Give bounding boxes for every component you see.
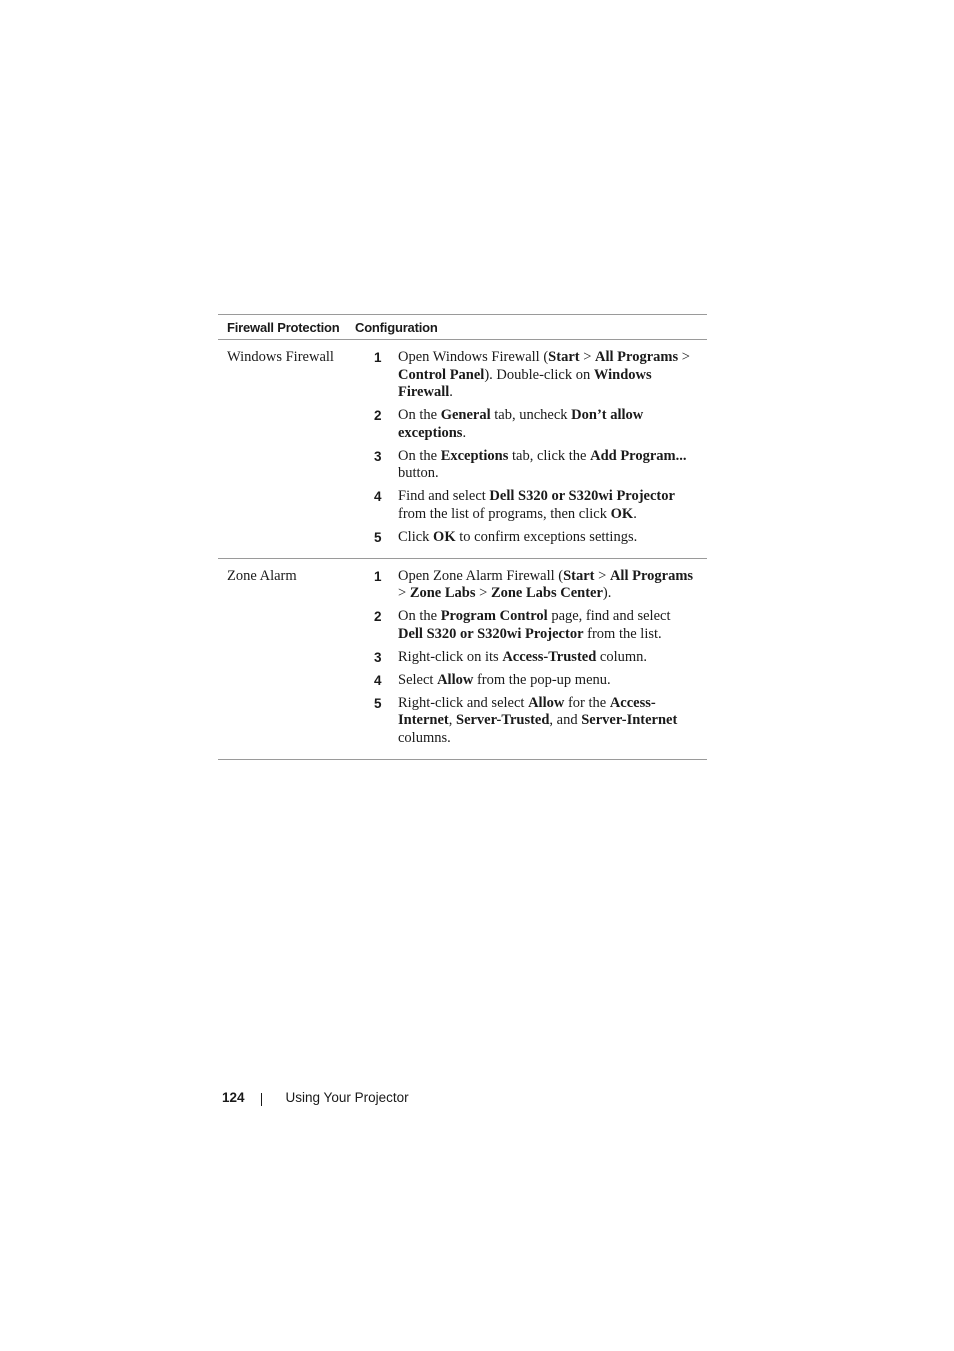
list-item [364,608,707,643]
step-ui-term: Control Panel [398,366,485,383]
step-ui-term: Don’t allow exceptions [398,407,644,441]
table-body [218,340,707,760]
table-row [218,340,707,559]
step-text-run: On the [398,407,441,423]
step-ui-term: Server-Trusted [456,712,550,728]
step-text-run: Right-click on its [398,648,503,665]
header-configuration: Configuration [355,319,438,335]
list-item [364,672,707,690]
step-text [398,568,698,603]
step-number: 4 [374,672,382,688]
step-ui-term: Add Program... [590,447,687,464]
list-item [364,649,707,667]
step-text-run: , and [549,712,582,728]
step-ui-term: Dell S320 or S320wi Projector [489,488,675,504]
step-text-run: > [475,585,491,601]
step-number: 3 [374,448,382,464]
step-ui-term: Start [563,567,595,584]
step-text-run: to confirm exceptions settings. [455,528,638,545]
step-ui-term: Allow [528,694,565,711]
step-text [398,407,698,442]
step-text-run: Select [398,671,438,688]
step-number: 2 [374,408,382,423]
step-text [398,695,698,748]
page-footer [222,1089,409,1106]
step-text-run: columns. [398,729,451,746]
list-item [364,349,707,402]
step-text-run: , [448,712,456,728]
step-text-run: ). Double-click on [484,366,594,383]
step-ui-term: General [440,407,491,423]
list-item [364,407,707,442]
step-text-run: from the list. [583,625,662,642]
step-text-run: > [594,567,610,584]
step-text-run: > [678,349,690,365]
step-text [398,649,698,667]
firewall-name: Windows Firewall [227,349,334,365]
step-text-run: Open Windows Firewall ( [398,349,549,365]
footer-separator [261,1093,262,1106]
firewall-configuration-table [218,314,707,760]
step-ui-term: Server-Internet [581,712,678,728]
step-text-run: Right-click and select [398,694,529,711]
step-ui-term: Start [548,349,580,365]
step-ui-term: Dell S320 or S320wi Projector [398,625,584,642]
step-ui-term: Exceptions [440,447,509,464]
step-ui-term: Zone Labs Center [490,585,603,601]
step-ui-term: OK [610,505,634,522]
step-ui-term: All Programs [609,567,694,584]
step-number: 3 [374,649,382,665]
step-ui-term: Zone Labs [409,585,476,601]
step-text-run: Click [398,528,434,545]
step-ui-term: Windows Firewall [398,366,652,400]
page-number: 124 [222,1090,245,1105]
table-row [218,559,707,760]
header-firewall-protection: Firewall Protection [227,319,340,335]
step-text-run: On the [398,608,441,624]
list-item [364,448,707,483]
step-text-run: > [579,349,596,365]
step-number: 4 [374,489,382,504]
step-text-run: Open Zone Alarm Firewall ( [398,567,564,584]
step-text [398,529,698,547]
list-item [364,529,707,547]
step-text [398,672,698,690]
step-number: 2 [374,609,382,624]
step-text [398,448,698,483]
step-text-run: for the [564,694,610,711]
step-ui-term: Allow [437,671,474,688]
step-ui-term: Program Control [440,608,548,624]
footer-section-title: Using Your Projector [285,1090,409,1105]
step-text-run: On the [398,447,441,464]
step-text-run: . [449,384,453,400]
step-text-run: > [398,585,410,601]
list-item [364,488,707,523]
step-text [398,349,698,402]
step-text-run: tab, uncheck [490,407,572,423]
step-number: 5 [374,695,382,711]
step-ui-term: Access-Internet [398,694,656,728]
step-text [398,488,698,523]
step-number: 1 [374,568,382,584]
firewall-name: Zone Alarm [227,567,297,584]
step-text-run: from the pop-up menu. [473,671,611,688]
step-text-run: button. [398,465,439,481]
list-item [364,695,707,748]
list-item [364,568,707,603]
step-text-run: page, find and select [547,608,671,624]
step-text-run: tab, click the [508,447,591,464]
configuration-steps [364,568,707,753]
step-text-run: ). [602,585,612,601]
step-number: 5 [374,529,382,545]
configuration-steps [364,349,707,552]
step-text-run: . [633,505,637,522]
step-ui-term: OK [433,528,456,545]
step-text-run: Find and select [398,488,490,504]
step-ui-term: Access-Trusted [502,648,597,665]
step-text-run: . [462,424,467,441]
step-number: 1 [374,350,382,365]
step-ui-term: All Programs [595,349,679,365]
step-text [398,608,698,643]
step-text-run: column. [596,648,648,665]
step-text-run: from the list of programs, then click [398,505,611,522]
table-header-row [218,315,707,340]
